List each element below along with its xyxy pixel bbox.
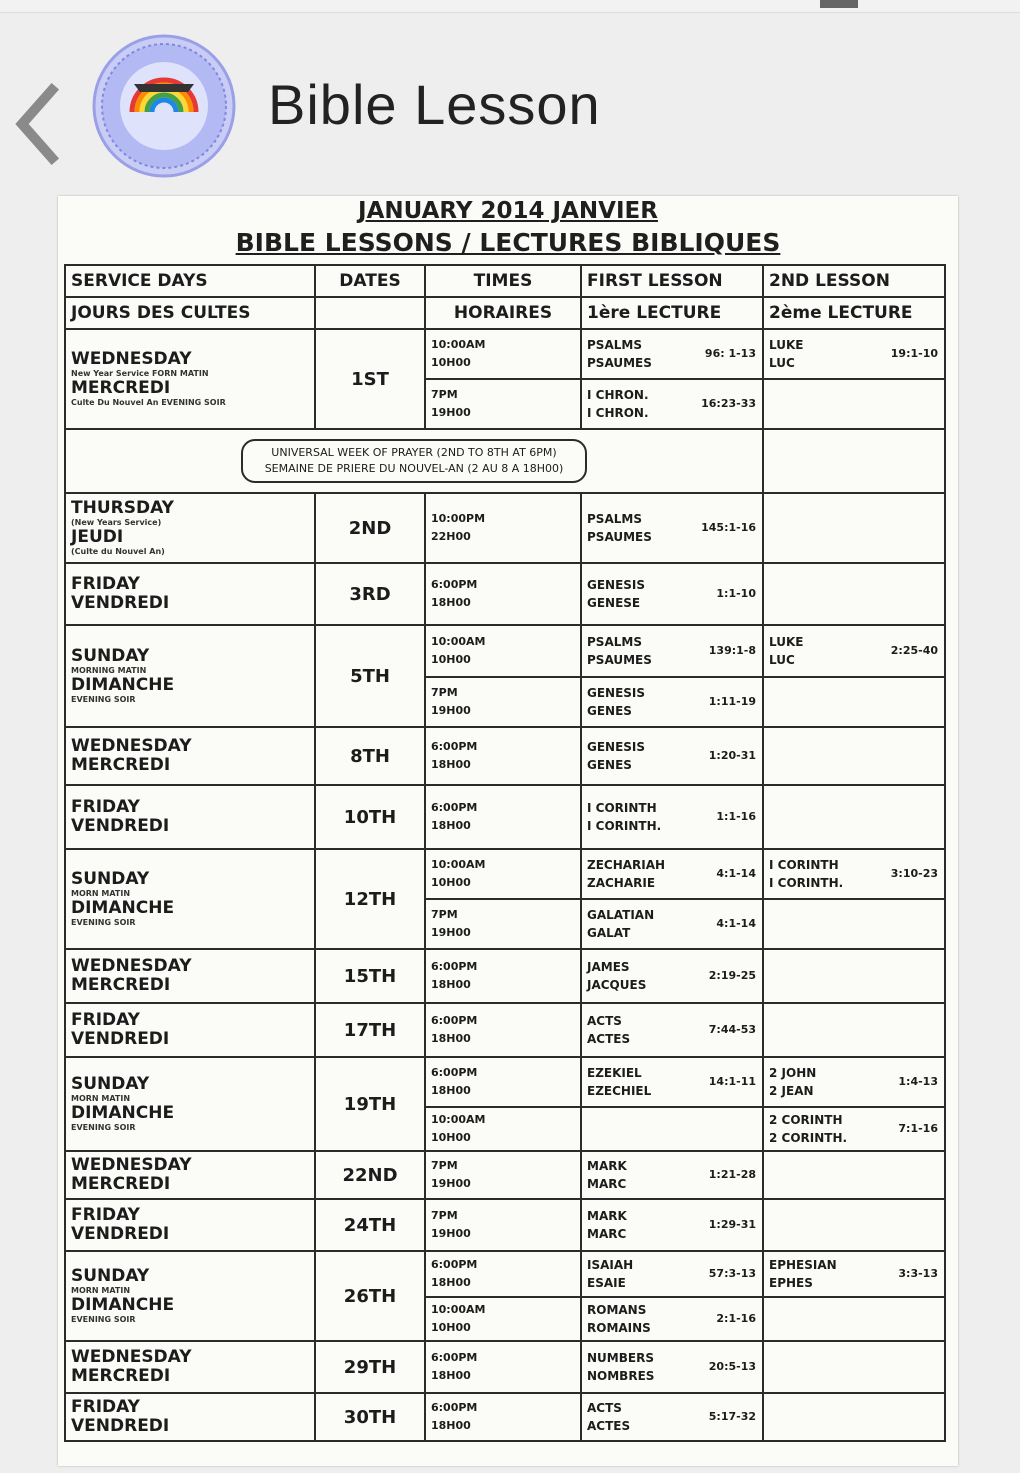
second-lesson-cell	[763, 563, 945, 625]
service-day-cell	[65, 1003, 315, 1057]
lesson-book-english: GENESIS	[587, 578, 646, 592]
day-english: WEDNESDAY	[71, 349, 192, 369]
day-french: JEUDI	[71, 527, 124, 547]
header-dates: DATES	[315, 265, 425, 297]
lesson-book-english: ZECHARIAH	[587, 858, 666, 872]
first-lesson-cell	[581, 785, 763, 849]
time-english: 10:00AM	[431, 1113, 486, 1126]
day-english: THURSDAY	[71, 498, 174, 518]
lesson-book-english: NUMBERS	[587, 1351, 654, 1365]
first-lesson-cell	[581, 1341, 763, 1393]
day-french: VENDREDI	[71, 1029, 170, 1049]
service-day-cell	[65, 329, 315, 429]
church-logo	[92, 34, 236, 178]
lesson-book-french: GENESE	[587, 596, 641, 610]
time-english: 6:00PM	[431, 1351, 478, 1364]
first-lesson-cell	[581, 1151, 763, 1199]
first-lesson-cell	[581, 1251, 763, 1297]
time-cell	[425, 899, 581, 949]
first-lesson-cell	[581, 849, 763, 899]
lesson-book-french: PSAUMES	[587, 356, 652, 370]
lesson-reference: 1:11-19	[708, 695, 756, 708]
day-french: DIMANCHE	[71, 898, 175, 918]
first-lesson-cell	[581, 1297, 763, 1341]
time-cell	[425, 1107, 581, 1151]
time-french: 18H00	[431, 1276, 471, 1289]
time-french: 19H00	[431, 704, 471, 717]
day-note: New Year Service FORN MATIN	[71, 369, 209, 378]
lesson-book-french: JACQUES	[587, 978, 647, 992]
day-english: FRIDAY	[71, 574, 140, 594]
date-cell: 10TH	[315, 785, 425, 849]
time-french: 10H00	[431, 1321, 471, 1334]
table-row	[65, 625, 945, 677]
table-row	[65, 1057, 945, 1107]
lesson-reference: 20:5-13	[708, 1360, 756, 1373]
lesson-reference: 1:20-31	[708, 749, 756, 762]
prayer-week-banner	[241, 439, 588, 483]
lesson-book-english: PSALMS	[587, 512, 642, 526]
header-horaires: HORAIRES	[425, 297, 581, 329]
first-lesson-cell	[581, 1003, 763, 1057]
time-cell	[425, 625, 581, 677]
service-day-cell	[65, 1151, 315, 1199]
time-cell	[425, 1003, 581, 1057]
time-english: 7PM	[431, 388, 458, 401]
time-english: 7PM	[431, 686, 458, 699]
day-note: MORN MATIN	[71, 1286, 131, 1295]
time-english: 10:00AM	[431, 1303, 486, 1316]
time-english: 10:00AM	[431, 338, 486, 351]
lesson-book-english: MARK	[587, 1159, 627, 1173]
lesson-book-english: I CORINTH	[769, 858, 839, 872]
service-day-cell	[65, 625, 315, 727]
table-row	[65, 493, 945, 563]
service-day-cell	[65, 1251, 315, 1341]
day-french: DIMANCHE	[71, 1295, 175, 1315]
time-cell	[425, 379, 581, 429]
second-lesson-cell	[763, 1003, 945, 1057]
lesson-book-english: LUKE	[769, 338, 804, 352]
lesson-book-french: GENES	[587, 704, 632, 718]
schedule-table	[64, 264, 946, 1442]
day-note: EVENING SOIR	[71, 1123, 136, 1132]
time-english: 6:00PM	[431, 578, 478, 591]
lesson-reference: 1:4-13	[898, 1075, 938, 1088]
first-lesson-cell	[581, 563, 763, 625]
time-french: 10H00	[431, 1131, 471, 1144]
lesson-reference: 1:1-16	[716, 810, 756, 823]
second-lesson-cell	[763, 849, 945, 899]
day-english: SUNDAY	[71, 646, 150, 666]
first-lesson-cell	[581, 1057, 763, 1107]
lesson-book-english: ISAIAH	[587, 1258, 634, 1272]
header-first-lecture: 1ère LECTURE	[581, 297, 763, 329]
lesson-book-french: GENES	[587, 758, 632, 772]
time-cell	[425, 949, 581, 1003]
time-english: 7PM	[431, 908, 458, 921]
first-lesson-cell	[581, 625, 763, 677]
time-english: 10:00AM	[431, 635, 486, 648]
table-row	[65, 949, 945, 1003]
lesson-reference: 16:23-33	[701, 397, 756, 410]
day-english: FRIDAY	[71, 1010, 140, 1030]
day-french: VENDREDI	[71, 593, 170, 613]
time-cell	[425, 785, 581, 849]
time-french: 10H00	[431, 653, 471, 666]
first-lesson-cell	[581, 1199, 763, 1251]
service-day-cell	[65, 563, 315, 625]
day-note: EVENING SOIR	[71, 1315, 136, 1324]
day-french: MERCREDI	[71, 378, 171, 398]
day-english: WEDNESDAY	[71, 736, 192, 756]
lesson-reference: 4:1-14	[716, 917, 756, 930]
service-day-cell	[65, 949, 315, 1003]
day-english: SUNDAY	[71, 1074, 150, 1094]
time-french: 18H00	[431, 1084, 471, 1097]
day-french: VENDREDI	[71, 1416, 170, 1436]
back-chevron-icon[interactable]	[8, 74, 68, 174]
service-day-cell	[65, 727, 315, 785]
header-times: TIMES	[425, 265, 581, 297]
time-cell	[425, 1199, 581, 1251]
lesson-reference: 2:25-40	[890, 644, 938, 657]
time-cell	[425, 493, 581, 563]
lesson-book-french: PSAUMES	[587, 530, 652, 544]
first-lesson-cell	[581, 899, 763, 949]
lesson-reference: 5:17-32	[708, 1410, 756, 1423]
lesson-book-french: LUC	[769, 356, 795, 370]
time-english: 10:00PM	[431, 512, 486, 525]
banner-line-english: UNIVERSAL WEEK OF PRAYER (2ND TO 8TH AT 6PM)	[271, 446, 557, 459]
lesson-reference: 1:29-31	[708, 1218, 756, 1231]
day-english: FRIDAY	[71, 1205, 140, 1225]
second-lesson-cell	[763, 1297, 945, 1341]
time-french: 18H00	[431, 1369, 471, 1382]
table-row	[65, 329, 945, 379]
banner-line-french: SEMAINE DE PRIERE DU NOUVEL-AN (2 AU 8 A 18H00)	[264, 462, 564, 475]
time-english: 7PM	[431, 1159, 458, 1172]
date-cell: 17TH	[315, 1003, 425, 1057]
date-cell: 29TH	[315, 1341, 425, 1393]
lesson-book-english: JAMES	[587, 960, 630, 974]
document-title: JANUARY 2014 JANVIER	[358, 198, 658, 224]
table-row	[65, 1251, 945, 1297]
service-day-cell	[65, 849, 315, 949]
lesson-book-french: LUC	[769, 653, 795, 667]
lesson-book-english: 2 JOHN	[769, 1066, 817, 1080]
lesson-book-french: 2 CORINTH.	[769, 1131, 848, 1145]
second-lesson-cell	[763, 1341, 945, 1393]
lesson-book-french: ZACHARIE	[587, 876, 656, 890]
date-cell: 3RD	[315, 563, 425, 625]
time-english: 6:00PM	[431, 1066, 478, 1079]
second-lesson-cell	[763, 1393, 945, 1441]
day-note: MORNING MATIN	[71, 666, 147, 675]
day-french: VENDREDI	[71, 1224, 170, 1244]
time-french: 18H00	[431, 978, 471, 991]
lesson-book-english: ACTS	[587, 1401, 622, 1415]
time-french: 19H00	[431, 1177, 471, 1190]
second-lesson-cell	[763, 785, 945, 849]
table-row	[65, 849, 945, 899]
second-lesson-cell	[763, 329, 945, 379]
table-row	[65, 1341, 945, 1393]
day-note: Culte Du Nouvel An EVENING SOIR	[71, 398, 226, 407]
table-row	[65, 1199, 945, 1251]
first-lesson-cell	[581, 1393, 763, 1441]
second-lesson-cell	[763, 1107, 945, 1151]
time-english: 6:00PM	[431, 1014, 478, 1027]
lesson-reference: 3:10-23	[890, 867, 938, 880]
lesson-book-english: MARK	[587, 1209, 627, 1223]
second-lesson-cell	[763, 727, 945, 785]
lesson-book-french: EZECHIEL	[587, 1084, 652, 1098]
day-english: WEDNESDAY	[71, 1347, 192, 1367]
second-lesson-cell	[763, 1251, 945, 1297]
time-english: 6:00PM	[431, 801, 478, 814]
date-cell: 22ND	[315, 1151, 425, 1199]
lesson-book-french: NOMBRES	[587, 1369, 655, 1383]
lesson-book-english: I CORINTH	[587, 801, 657, 815]
lesson-book-french: ACTES	[587, 1032, 631, 1046]
day-note: MORN MATIN	[71, 889, 131, 898]
time-cell	[425, 329, 581, 379]
lesson-reference: 145:1-16	[701, 521, 756, 534]
date-cell: 19TH	[315, 1057, 425, 1151]
service-day-cell	[65, 1341, 315, 1393]
day-french: VENDREDI	[71, 816, 170, 836]
day-french: MERCREDI	[71, 975, 171, 995]
lesson-reference: 19:1-10	[890, 347, 938, 360]
second-lesson-cell	[763, 949, 945, 1003]
day-english: SUNDAY	[71, 869, 150, 889]
time-cell	[425, 677, 581, 727]
time-french: 19H00	[431, 1227, 471, 1240]
time-english: 6:00PM	[431, 1258, 478, 1271]
lesson-reference: 7:1-16	[898, 1122, 938, 1135]
lesson-book-english: GALATIAN	[587, 908, 655, 922]
time-cell	[425, 1341, 581, 1393]
day-note: (Culte du Nouvel An)	[71, 547, 165, 556]
day-english: WEDNESDAY	[71, 1155, 192, 1175]
time-cell	[425, 1251, 581, 1297]
second-lesson-cell	[763, 625, 945, 677]
lesson-reference: 1:1-10	[716, 587, 756, 600]
time-cell	[425, 1297, 581, 1341]
date-cell: 1ST	[315, 329, 425, 429]
second-lesson-cell	[763, 1151, 945, 1199]
lesson-book-english: EZEKIEL	[587, 1066, 642, 1080]
table-row	[65, 727, 945, 785]
time-french: 18H00	[431, 819, 471, 832]
lesson-schedule-document	[58, 196, 958, 1466]
lesson-reference: 3:3-13	[898, 1267, 938, 1280]
time-french: 18H00	[431, 1419, 471, 1432]
date-cell: 24TH	[315, 1199, 425, 1251]
service-day-cell	[65, 1393, 315, 1441]
time-cell	[425, 563, 581, 625]
date-cell: 15TH	[315, 949, 425, 1003]
time-french: 18H00	[431, 758, 471, 771]
header-second-lecture: 2ème LECTURE	[763, 297, 945, 329]
day-note: (New Years Service)	[71, 518, 162, 527]
lesson-book-english: 2 CORINTH	[769, 1113, 843, 1127]
lesson-book-french: MARC	[587, 1227, 627, 1241]
lesson-book-english: PSALMS	[587, 338, 642, 352]
lesson-book-english: ROMANS	[587, 1303, 647, 1317]
table-row	[65, 1003, 945, 1057]
lesson-book-french: 2 JEAN	[769, 1084, 814, 1098]
time-french: 10H00	[431, 356, 471, 369]
time-french: 19H00	[431, 926, 471, 939]
first-lesson-cell	[581, 493, 763, 563]
second-lesson-cell	[763, 493, 945, 563]
lesson-reference: 1:21-28	[708, 1168, 756, 1181]
time-english: 7PM	[431, 1209, 458, 1222]
prayer-week-blank	[763, 429, 945, 493]
page-title: Bible Lesson	[268, 73, 601, 136]
app-bar	[0, 14, 1020, 194]
lesson-book-french: I CHRON.	[587, 406, 649, 420]
service-day-cell	[65, 493, 315, 563]
date-cell: 12TH	[315, 849, 425, 949]
second-lesson-cell	[763, 1057, 945, 1107]
service-day-cell	[65, 1057, 315, 1151]
lesson-reference: 4:1-14	[716, 867, 756, 880]
time-english: 10:00AM	[431, 858, 486, 871]
date-cell: 26TH	[315, 1251, 425, 1341]
day-french: DIMANCHE	[71, 1103, 175, 1123]
second-lesson-cell	[763, 899, 945, 949]
day-french: DIMANCHE	[71, 675, 175, 695]
time-french: 22H00	[431, 530, 471, 543]
first-lesson-cell	[581, 677, 763, 727]
day-french: MERCREDI	[71, 1366, 171, 1386]
day-french: MERCREDI	[71, 755, 171, 775]
lesson-book-french: ROMAINS	[587, 1321, 651, 1335]
time-english: 6:00PM	[431, 740, 478, 753]
day-english: WEDNESDAY	[71, 956, 192, 976]
time-french: 19H00	[431, 406, 471, 419]
lesson-book-french: ACTES	[587, 1419, 631, 1433]
time-english: 6:00PM	[431, 1401, 478, 1414]
second-lesson-cell	[763, 677, 945, 727]
lesson-book-english: PSALMS	[587, 635, 642, 649]
lesson-reference: 57:3-13	[708, 1267, 756, 1280]
day-note: EVENING SOIR	[71, 918, 136, 927]
header-jours: JOURS DES CULTES	[65, 297, 315, 329]
lesson-book-french: GALAT	[587, 926, 631, 940]
header-service-days: SERVICE DAYS	[65, 265, 315, 297]
day-french: MERCREDI	[71, 1174, 171, 1194]
lesson-reference: 7:44-53	[708, 1023, 756, 1036]
day-english: SUNDAY	[71, 1266, 150, 1286]
time-french: 10H00	[431, 876, 471, 889]
lesson-book-english: GENESIS	[587, 740, 646, 754]
time-cell	[425, 1057, 581, 1107]
time-french: 18H00	[431, 596, 471, 609]
time-cell	[425, 849, 581, 899]
document-subtitle: BIBLE LESSONS / LECTURES BIBLIQUES	[235, 228, 781, 257]
date-cell: 5TH	[315, 625, 425, 727]
header-dates-blank	[315, 297, 425, 329]
first-lesson-cell	[581, 329, 763, 379]
lesson-book-french: MARC	[587, 1177, 627, 1191]
header-second-lesson: 2ND LESSON	[763, 265, 945, 297]
prayer-week-row	[65, 429, 945, 493]
lesson-reference: 2:19-25	[708, 969, 756, 982]
date-cell: 30TH	[315, 1393, 425, 1441]
table-row	[65, 1393, 945, 1441]
lesson-book-english: LUKE	[769, 635, 804, 649]
first-lesson-cell	[581, 949, 763, 1003]
service-day-cell	[65, 1199, 315, 1251]
lesson-reference: 2:1-16	[716, 1312, 756, 1325]
lesson-book-english: I CHRON.	[587, 388, 649, 402]
table-row	[65, 563, 945, 625]
day-note: MORN MATIN	[71, 1094, 131, 1103]
day-note: EVENING SOIR	[71, 695, 136, 704]
first-lesson-cell	[581, 379, 763, 429]
table-row	[65, 1151, 945, 1199]
second-lesson-cell	[763, 1199, 945, 1251]
header-first-lesson: FIRST LESSON	[581, 265, 763, 297]
time-cell	[425, 727, 581, 785]
lesson-book-english: GENESIS	[587, 686, 646, 700]
lesson-book-french: PSAUMES	[587, 653, 652, 667]
status-bar	[0, 0, 1020, 13]
day-english: FRIDAY	[71, 797, 140, 817]
first-lesson-cell	[581, 1107, 763, 1151]
lesson-book-french: I CORINTH.	[769, 876, 844, 890]
service-day-cell	[65, 785, 315, 849]
table-row	[65, 785, 945, 849]
lesson-book-french: I CORINTH.	[587, 819, 662, 833]
lesson-reference: 96: 1-13	[704, 347, 756, 360]
time-cell	[425, 1151, 581, 1199]
date-cell: 8TH	[315, 727, 425, 785]
second-lesson-cell	[763, 379, 945, 429]
time-english: 6:00PM	[431, 960, 478, 973]
date-cell: 2ND	[315, 493, 425, 563]
lesson-book-english: ACTS	[587, 1014, 622, 1028]
lesson-reference: 139:1-8	[708, 644, 756, 657]
lesson-book-french: ESAIE	[587, 1276, 626, 1290]
status-indicator	[820, 0, 858, 8]
lesson-book-english: EPHESIAN	[769, 1258, 837, 1272]
time-french: 18H00	[431, 1032, 471, 1045]
lesson-book-french: EPHES	[769, 1276, 813, 1290]
first-lesson-cell	[581, 727, 763, 785]
lesson-reference: 14:1-11	[708, 1075, 756, 1088]
time-cell	[425, 1393, 581, 1441]
day-english: FRIDAY	[71, 1397, 140, 1417]
prayer-week-cell	[65, 429, 763, 493]
